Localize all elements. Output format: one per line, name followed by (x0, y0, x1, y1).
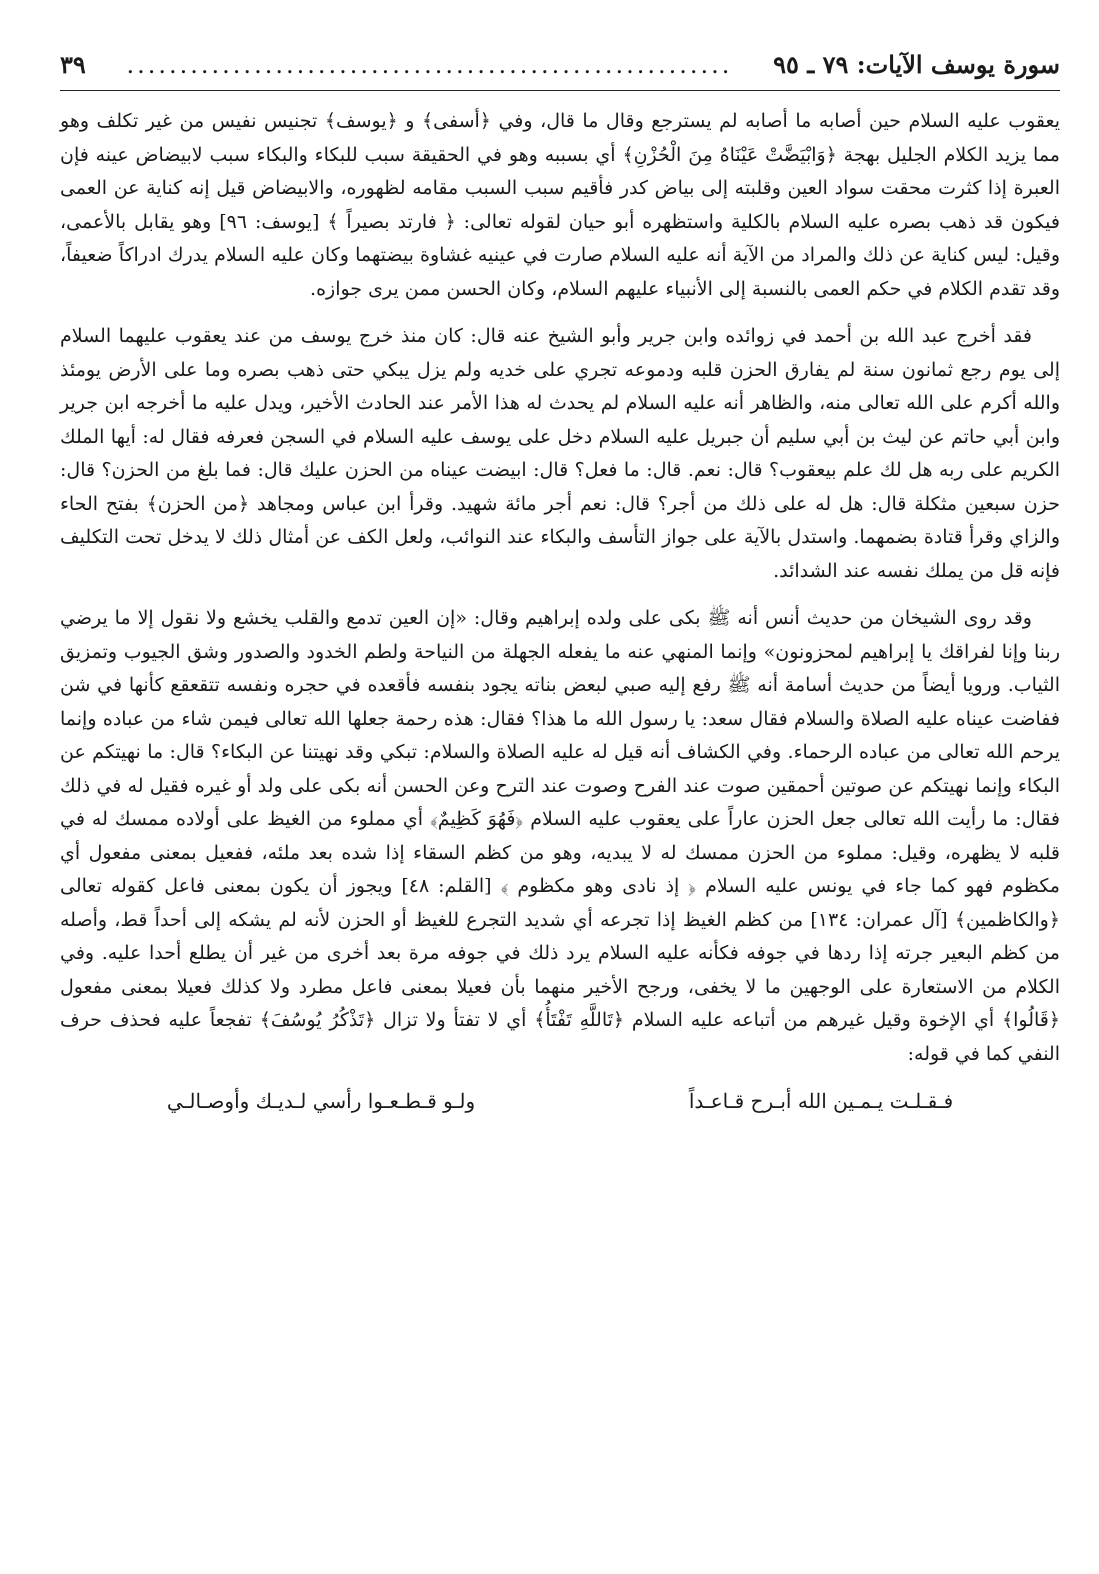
page-body (60, 105, 1060, 1119)
book-page (60, 50, 1060, 1540)
poetry-verse (60, 1085, 1060, 1119)
verse-second-hemistich: ولـو قـطـعـوا رأسي لـديـك وأوصـالـي (166, 1089, 476, 1113)
paragraph-3: وقد روى الشيخان من حديث أنس أنه ﷺ بكى على ولده إبراهيم وقال: «إن العين تدمع والقلب يخشع ولا نقول إلا ما يرضي ربنا وإنا لفراقك يا إبراهيم لمحزونون» وإنما المنهي عنه ما يفعله الجهلة من النياحة ولطم الخدود والصدور وشق الجيوب وتمزيق الثياب. ورويا أيضاً من حديث أسامة أنه ﷺ رفع إليه صبي لبعض بناته يجود بنفسه فأقعده في حجره ونفسه تتقعقع كأنها في شن ففاضت عيناه عليه الصلاة والسلام فقال سعد: يا رسول الله ما هذا؟ فقال: هذه رحمة جعلها الله تعالى فيمن شاء من عباده وإنما يرحم الله تعالى من عباده الرحماء. وفي الكشاف أنه قيل له عليه الصلاة والسلام: تبكي وقد نهيتنا عن البكاء؟ قال: ما نهيتكم عن البكاء وإنما نهيتكم عن صوتين أحمقين صوت عند الفرح وصوت عند الترح وعن الحسن أنه بكى على ولد أو غيره فقيل له في ذلك فقال: ما رأيت الله تعالى جعل الحزن عاراً على يعقوب عليه السلام ﴿فَهُوَ كَظِيمٌ﴾ أي مملوء من الغيظ على أولاده ممسك له في قلبه لا يظهره، وقيل: مملوء من الحزن ممسك له لا يبديه، وهو من كظم السقاء إذا شده بعد ملئه، ففعيل بمعنى مفعول أي مكظوم فهو كما جاء في يونس عليه السلام ﴿ إذ نادى وهو مكظوم ﴾ [القلم: ٤٨] ويجوز أن يكون بمعنى فاعل كقوله تعالى ﴿والكاظمين﴾ [آل عمران: ١٣٤] من كظم الغيظ إذا تجرعه أي شديد التجرع للغيظ أو الحزن لأنه لم يشكه إلى أحداً قط، وأصله من كظم البعير جرته إذا ردها في جوفه فكأنه عليه السلام يرد ذلك في جوفه مرة بعد أخرى من غير أن يطلع أحدا عليه. وفي الكلام من الاستعارة على الوجهين ما لا يخفى، ورجح الأخير منهما بأن فعيلا بمعنى فاعل مطرد ولا كذلك فعيلا بمعنى مفعول ﴿قَالُوا﴾ أي الإخوة وقيل غيرهم من أتباعه عليه السلام ﴿تَاللَّهِ تَفْتَأُ﴾ أي لا تفتأ ولا تزال ﴿تَذْكُرُ يُوسُفَ﴾ تفجعاً عليه فحذف حرف النفي كما في قوله: (60, 607, 1060, 1065)
paragraph-2: فقد أخرج عبد الله بن أحمد في زوائده وابن جرير وأبو الشيخ عنه قال: كان منذ خرج يوسف من عند يعقوب عليهما السلام إلى يوم رجع ثمانون سنة لم يفارق الحزن قلبه ودموعه تجري على خديه ولم يزل يبكي حتى ذهب بصره وما على الأرض يومئذ والله أكرم على الله تعالى منه، والظاهر أنه عليه السلام لم يحدث له هذا الأمر عند الحادث الأخير، ويدل عليه ما أخرجه ابن جرير وابن أبي حاتم عن ليث بن أبي سليم أن جبريل عليه السلام دخل على يوسف عليه السلام في السجن فعرفه فقال له: أيها الملك الكريم على ربه هل لك علم بيعقوب؟ قال: نعم. قال: ما فعل؟ قال: ابيضت عيناه من الحزن عليك قال: فما بلغ من الحزن؟ قال: حزن سبعين مثكلة قال: هل له على ذلك من أجر؟ قال: نعم أجر مائة شهيد. وقرأ ابن عباس ومجاهد ﴿من الحزن﴾ بفتح الحاء والزاي وقرأ قتادة بضمهما. واستدل بالآية على جواز التأسف والبكاء عند النوائب، ولعل الكف عن أمثال ذلك لا يدخل تحت التكليف فإنه قل من يملك نفسه عند الشدائد. (60, 325, 1060, 582)
running-title: سورة يوسف الآيات: ٧٩ ـ ٩٥ (773, 50, 1060, 79)
paragraph-1: يعقوب عليه السلام حين أصابه ما أصابه لم يسترجع وقال ما قال، وفي ﴿أسفى﴾ و ﴿يوسف﴾ تجنيس نفيس من غير تكلف وهو مما يزيد الكلام الجليل بهجة ﴿وَابْيَضَّتْ عَيْنَاهُ مِنَ الْحُزْنِ﴾ أي بسببه وهو في الحقيقة سبب للبكاء والبكاء سبب لابيضاض عينه فإن العبرة إذا كثرت محقت سواد العين وقلبته إلى بياض كدر فأقيم سبب السبب مقامه لظهوره، والابيضاض قيل إنه كناية عن العمى فيكون قد ذهب بصره عليه السلام بالكلية واستظهره أبو حيان لقوله تعالى: ﴿ فارتد بصيراً ﴾ [يوسف: ٩٦] وهو يقابل بالأعمى، وقيل: ليس كناية عن ذلك والمراد من الآية أنه عليه السلام صارت في عينيه غشاوة بيضتهما وكان عليه السلام يدرك ادراكاً ضعيفاً، وقد تقدم الكلام في حكم العمى بالنسبة إلى الأنبياء عليهم السلام، وكان الحسن ممن يرى جوازه. (60, 110, 1060, 300)
verse-first-hemistich: فـقـلـت يـمـين الله أبـرح قـاعـداً (688, 1089, 954, 1113)
page-number: ٣٩ (60, 50, 86, 79)
page-header (60, 50, 1060, 91)
leader-dots: ......................................................... (126, 51, 733, 79)
